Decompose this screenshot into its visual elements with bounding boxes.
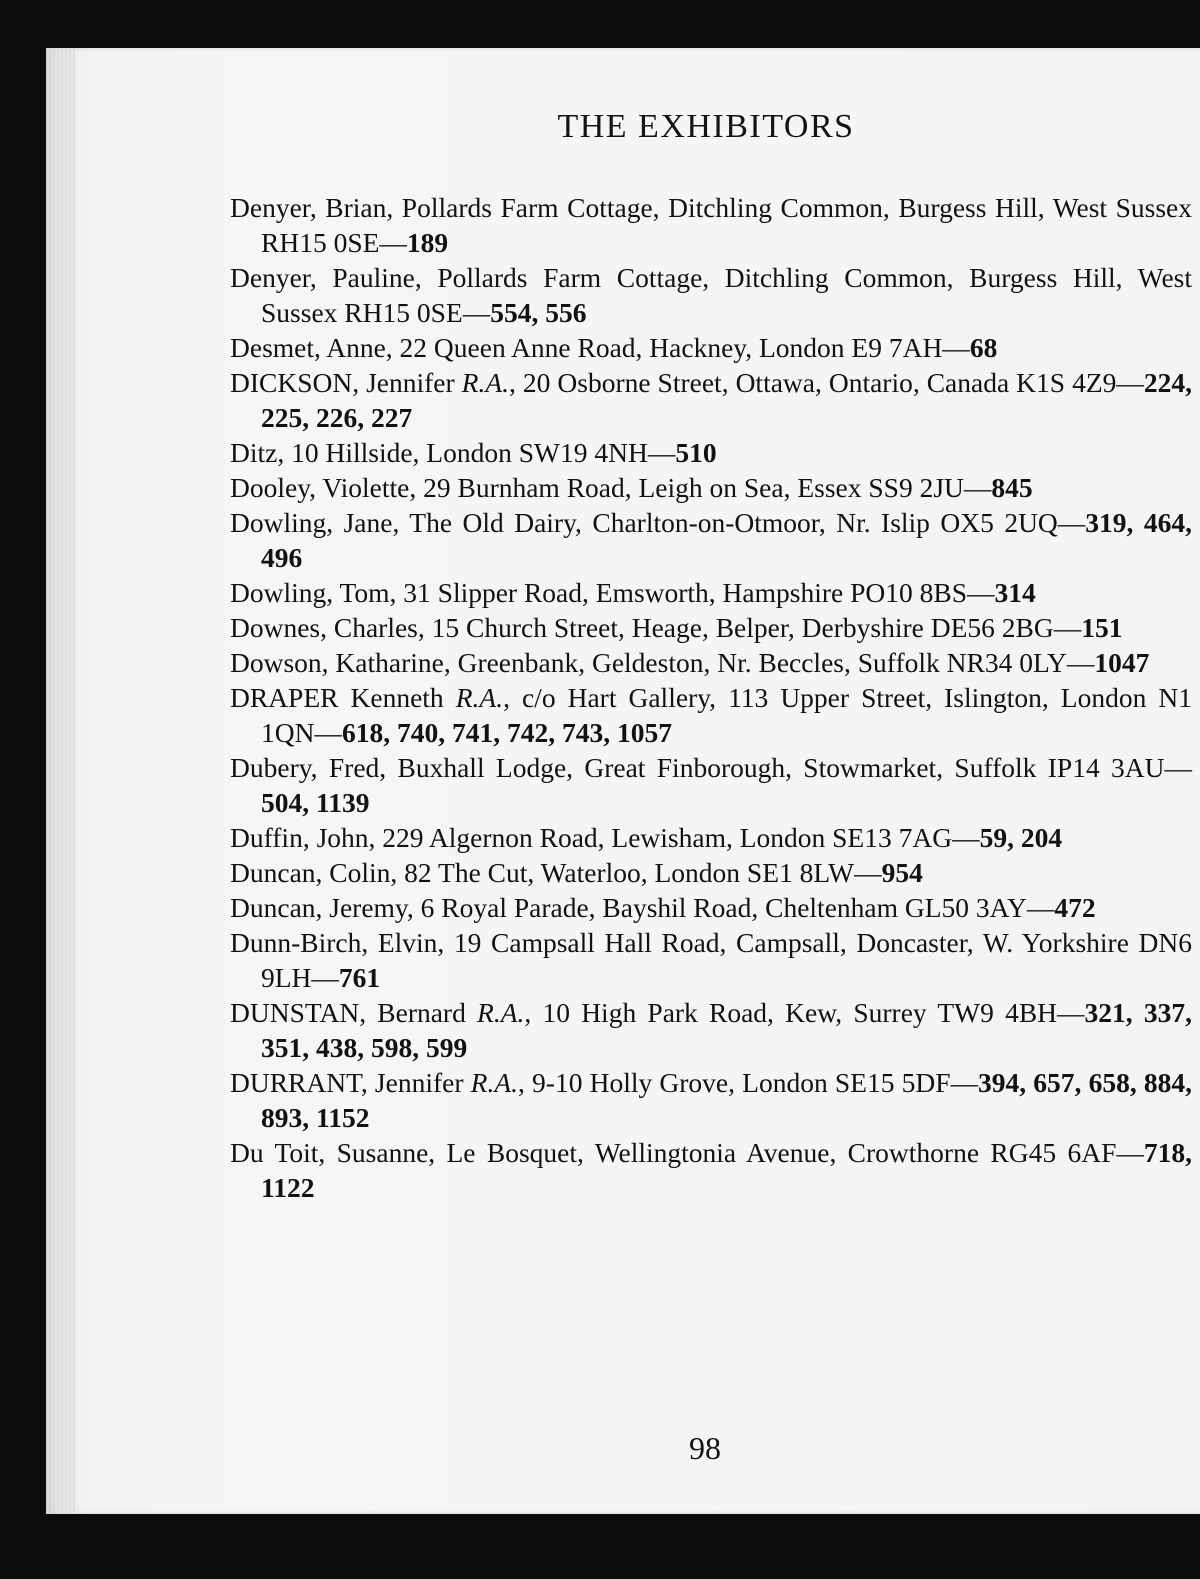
exhibitor-address: , 10 High Park Road, Kew, Surrey TW9 4BH— [524,997,1085,1028]
exhibitor-entry [230,890,1192,925]
catalogue-numbers: 321, 337, 351, 438, 598, 599 [261,997,1193,1063]
exhibitor-entry [230,260,1192,330]
exhibitor-details: Ditz, 10 Hillside, London SW19 4NH— [230,437,676,468]
catalogue-numbers: 319, 464, 496 [261,507,1193,573]
catalogue-numbers: 224, 225, 226, 227 [261,367,1192,433]
exhibitor-details: Denyer, Pauline, Pollards Farm Cottage, Ditchling Common, Burgess Hill, West Sussex RH15 0SE— [230,262,1192,328]
exhibitor-address: , 20 Osborne Street, Ottawa, Ontario, Canada K1S 4Z9— [509,367,1144,398]
exhibitor-details: Dowson, Katharine, Greenbank, Geldeston, Nr. Beccles, Suffolk NR34 0LY— [230,647,1095,678]
exhibitor-details: DURRANT, Jennifer [230,1067,471,1098]
exhibitor-entry [230,1065,1192,1135]
exhibitor-details: Dunn-Birch, Elvin, 19 Campsall Hall Road, Campsall, Doncaster, W. Yorkshire DN6 9LH— [230,927,1192,993]
academician-title: R.A. [477,997,525,1028]
exhibitor-entry [230,435,1192,470]
exhibitor-details: Duncan, Colin, 82 The Cut, Waterloo, London SE1 8LW— [230,857,882,888]
exhibitor-address: , 9-10 Holly Grove, London SE15 5DF— [518,1067,979,1098]
exhibitor-details: Dooley, Violette, 29 Burnham Road, Leigh on Sea, Essex SS9 2JU— [230,472,992,503]
exhibitor-details: Dowling, Jane, The Old Dairy, Charlton-on-Otmoor, Nr. Islip OX5 2UQ— [230,507,1086,538]
catalogue-numbers: 845 [991,472,1033,503]
academician-title: R.A. [455,682,504,713]
catalogue-numbers: 510 [675,437,717,468]
exhibitor-entry [230,575,1192,610]
exhibitor-details: Desmet, Anne, 22 Queen Anne Road, Hackney, London E9 7AH— [230,332,970,363]
exhibitor-details: Duffin, John, 229 Algernon Road, Lewisham, London SE13 7AG— [230,822,980,853]
catalogue-numbers: 718, 1122 [261,1137,1192,1203]
page-edge [46,48,76,1514]
academician-title: R.A. [461,367,510,398]
exhibitor-entry [230,330,1192,365]
exhibitor-entry [230,925,1192,995]
exhibitor-details: Duncan, Jeremy, 6 Royal Parade, Bayshil Road, Cheltenham GL50 3AY— [230,892,1055,923]
exhibitor-entry [230,610,1192,645]
catalogue-numbers: 394, 657, 658, 884, 893, 1152 [261,1067,1192,1133]
page-title: THE EXHIBITORS [557,108,855,145]
academician-title: R.A. [470,1067,518,1098]
exhibitor-entry [230,365,1192,435]
exhibitor-details: Denyer, Brian, Pollards Farm Cottage, Ditchling Common, Burgess Hill, West Sussex RH15 0SE— [230,192,1192,258]
exhibitor-entry [230,190,1192,260]
catalogue-numbers: 761 [338,962,381,993]
catalogue-numbers: 1047 [1094,647,1150,678]
catalogue-numbers: 554, 556 [490,297,587,328]
exhibitor-entry [230,505,1192,575]
exhibitor-details: Dubery, Fred, Buxhall Lodge, Great Finborough, Stowmarket, Suffolk IP14 3AU— [230,752,1192,783]
exhibitor-details: Du Toit, Susanne, Le Bosquet, Wellingtonia Avenue, Crowthorne RG45 6AF— [230,1137,1144,1168]
exhibitor-entry [230,645,1192,680]
catalogue-numbers: 504, 1139 [261,787,370,818]
catalogue-numbers: 59, 204 [979,822,1063,853]
exhibitor-entry [230,820,1192,855]
exhibitor-address: , c/o Hart Gallery, 113 Upper Street, Islington, London N1 1QN— [261,682,1192,748]
exhibitor-entry [230,680,1192,750]
exhibitor-details: Dowling, Tom, 31 Slipper Road, Emsworth, Hampshire PO10 8BS— [230,577,995,608]
exhibitor-details: DICKSON, Jennifer [230,367,462,398]
exhibitor-entry [230,855,1192,890]
catalogue-numbers: 189 [406,227,449,258]
catalogue-numbers: 151 [1081,612,1123,643]
catalogue-numbers: 68 [969,332,998,363]
exhibitor-details: DRAPER Kenneth [230,682,456,713]
catalogue-numbers: 954 [881,857,923,888]
exhibitor-list [230,190,1192,1205]
exhibitor-details: DUNSTAN, Bernard [230,997,478,1028]
exhibitor-details: Downes, Charles, 15 Church Street, Heage, Belper, Derbyshire DE56 2BG— [230,612,1082,643]
exhibitor-entry [230,1135,1192,1205]
exhibitor-entry [230,470,1192,505]
catalogue-numbers: 314 [994,577,1036,608]
exhibitor-entry [230,995,1192,1065]
page-number: 98 [689,1430,721,1466]
catalogue-numbers: 618, 740, 741, 742, 743, 1057 [341,717,672,748]
catalogue-numbers: 472 [1054,892,1096,923]
exhibitor-entry [230,750,1192,820]
